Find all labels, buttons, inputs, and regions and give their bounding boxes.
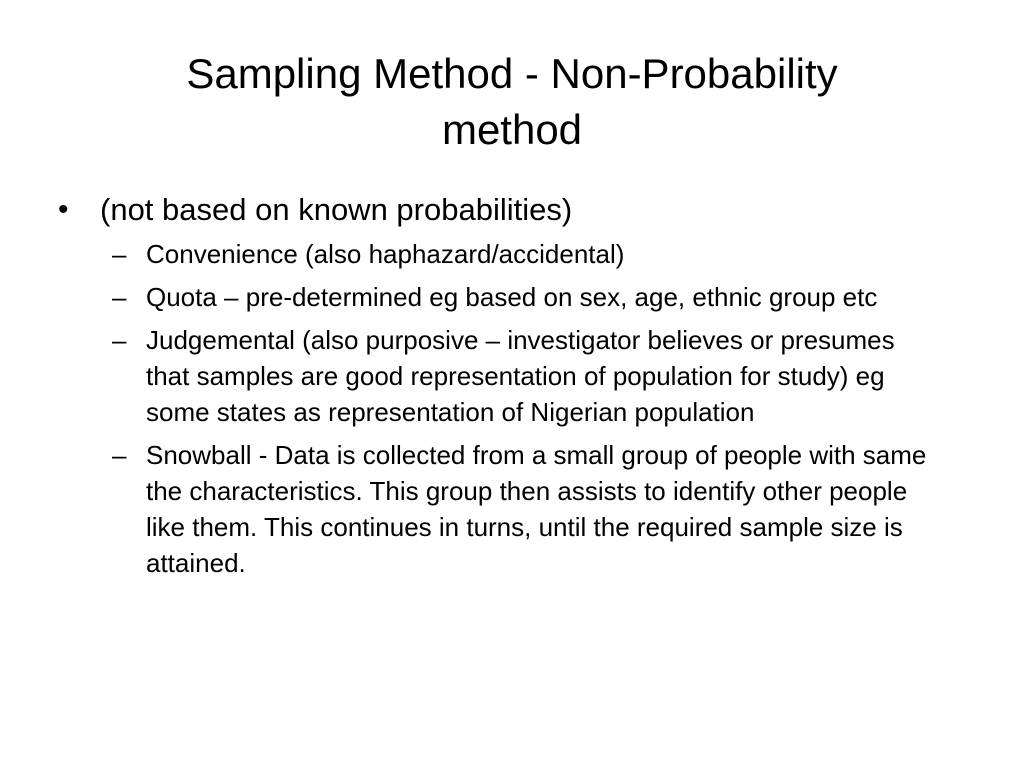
sub-bullet-text: Snowball - Data is collected from a small group of people with same the characteristics. This group then assists to identify other people like them. This continues in turns, until the required sample size is attained. xyxy=(146,440,927,578)
slide-title-line-2: method xyxy=(441,106,583,153)
sub-bullet-judgemental xyxy=(112,322,942,430)
sub-bullet-convenience xyxy=(112,236,942,272)
slide-body xyxy=(0,190,1024,588)
bullet-dot-icon: • xyxy=(58,193,69,226)
dash-bullet-icon: – xyxy=(112,282,127,312)
bullet-text: (not based on known probabilities) xyxy=(100,192,573,227)
bullet-item xyxy=(58,190,1024,230)
sub-bullet-quota xyxy=(112,279,942,315)
sub-bullet-text: Judgemental (also purposive – investigator believes or presumes that samples are good representation of population for study) eg some states as representation of Nigerian population xyxy=(146,325,895,427)
slide-title-line-1: Sampling Method - Non-Probability xyxy=(186,50,838,97)
dash-bullet-icon: – xyxy=(112,325,127,355)
sub-bullet-snowball xyxy=(112,437,942,581)
slide-title xyxy=(60,46,964,158)
sub-bullet-text: Quota – pre-determined eg based on sex, age, ethnic group etc xyxy=(146,282,878,312)
dash-bullet-icon: – xyxy=(112,440,127,470)
dash-bullet-icon: – xyxy=(112,239,127,269)
sub-bullet-list xyxy=(0,236,1024,581)
sub-bullet-text: Convenience (also haphazard/accidental) xyxy=(146,239,625,269)
